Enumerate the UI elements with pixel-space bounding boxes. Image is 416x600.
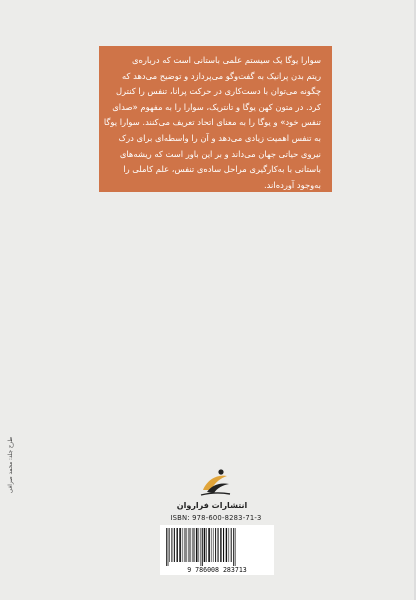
blurb-line: تنفس خود» و یوگا را به معنای اتحاد تعریف می‌کنند. سوارا یوگا [103,117,321,128]
publisher-logo-icon [197,466,233,498]
barcode [160,525,274,575]
isbn-text: ISBN: 978-600-8283-71-3 [170,514,262,522]
publisher-name: انتشارات فراروان [176,501,248,510]
barcode-number: 9 786008 283713 [187,566,247,574]
blurb-line: سوارا یوگا یک سیستم علمی باستانی است که درباره‌ی [131,55,321,65]
blurb-line: به تنفس اهمیت زیادی می‌دهد و آن را واسطه‌ای برای درک [118,132,321,143]
blurb-line: چگونه می‌توان با دست‌کاری در حرکت پرانا، تنفس را کنترل [115,86,321,97]
blurb-line: به‌وجود آورده‌اند. [263,179,321,190]
blurb-line: باستانی با به‌کارگیری مراحل ساده‌ی تنفس، علم کاملی را [123,164,321,175]
cover-design-credit: طرح جلد: محمد صرافی [8,436,14,494]
blurb-box [99,46,332,192]
blurb-line: کرد. در متون کهن یوگا و تانتریک، سوارا را به مفهوم «صدای [112,101,321,112]
blurb-line: نیروی حیاتی جهان می‌داند و بر این باور است که ریشه‌های [119,148,321,159]
blurb-line: ریتم بدن پرانیک به گفت‌وگو می‌پردازد و توضیح می‌دهد که [121,70,321,81]
